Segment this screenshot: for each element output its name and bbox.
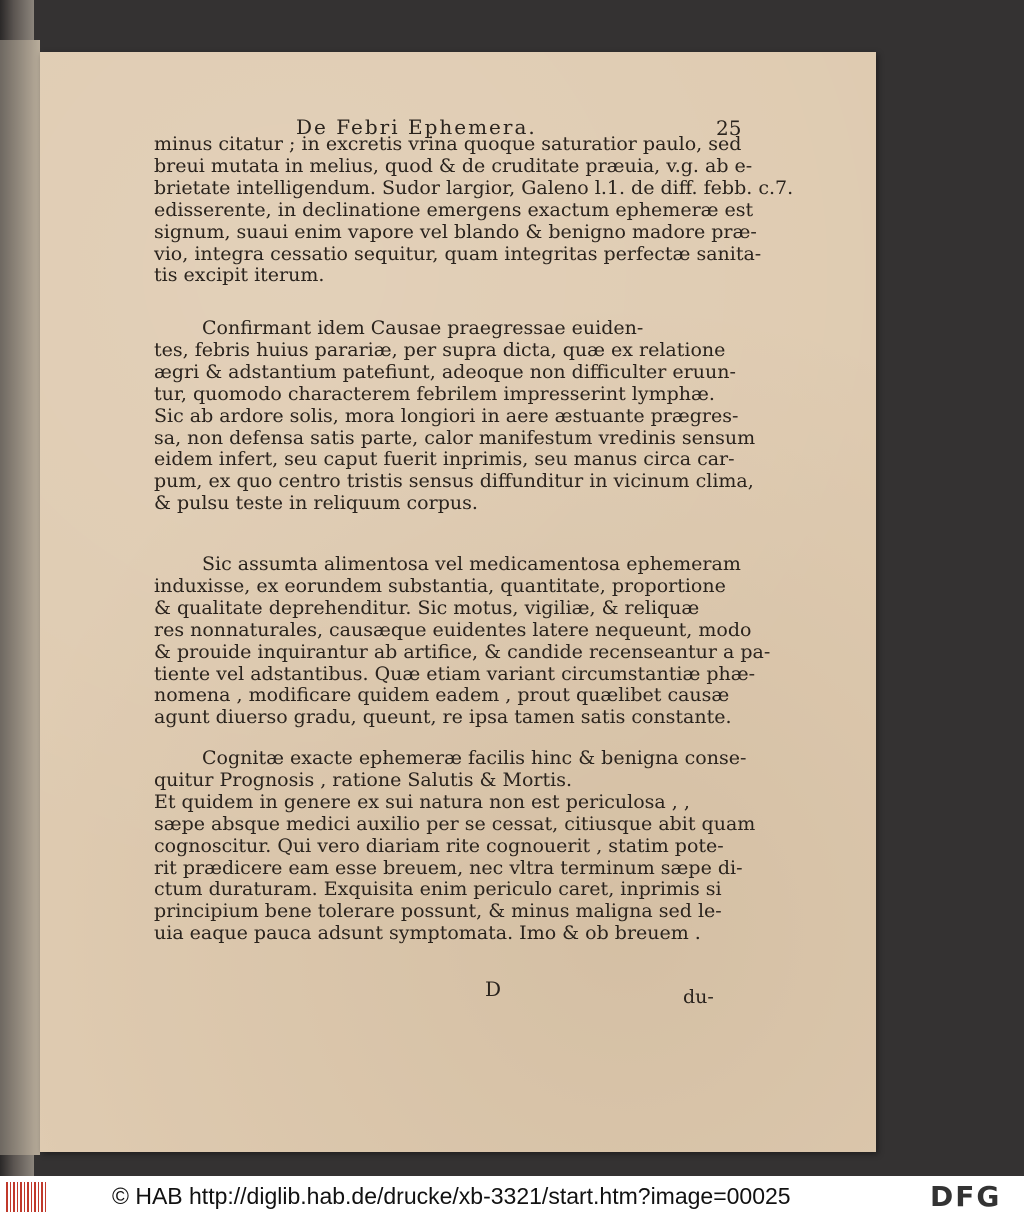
catchword: du- — [683, 986, 714, 1008]
text-line: tis excipit iterum. — [154, 264, 325, 287]
text-line: tur, quomodo characterem febrilem impresserint lymphæ. — [154, 382, 715, 405]
text-line: tes, febris huius parariæ, per supra dicta, quæ ex relatione — [154, 338, 726, 361]
page-number: 25 — [716, 116, 742, 140]
text-line: cognoscitur. Qui vero diariam rite cognouerit , statim pote- — [154, 834, 724, 857]
text-line: Et quidem in genere ex sui natura non est periculosa , , — [154, 790, 690, 813]
text-line: & pulsu teste in reliquum corpus. — [154, 492, 478, 515]
text-line: eidem infert, seu caput fuerit inprimis, seu manus circa car- — [154, 448, 735, 471]
dfg-logo: DFG — [930, 1180, 1002, 1213]
text-line: Sic ab ardore solis, mora longiori in aere æstuante prægres- — [154, 404, 739, 427]
text-line: principium bene tolerare possunt, & minus maligna sed le- — [154, 900, 722, 923]
text-line: uia eaque pauca adsunt symptomata. Imo & ob breuem . — [154, 922, 701, 945]
text-line: signum, suaui enim vapore vel blando & benigno madore præ- — [154, 220, 757, 243]
barcode-icon — [6, 1182, 46, 1212]
text-line: sæpe absque medici auxilio per se cessat, citiusque abit quam — [154, 812, 756, 835]
text-line: ægri & adstantium patefiunt, adeoque non difficulter eruun- — [154, 360, 736, 383]
paragraph-4 — [154, 747, 756, 945]
paragraph-3 — [154, 553, 771, 729]
text-line: induxisse, ex eorundem substantia, quantitate, proportione — [154, 574, 726, 597]
signature-mark: D — [485, 977, 502, 1001]
paragraph-2 — [154, 317, 756, 515]
text-line: quitur Prognosis , ratione Salutis & Mortis. — [154, 768, 572, 791]
text-line: Cognitæ exacte ephemeræ facilis hinc & benigna conse- — [202, 747, 747, 769]
text-line: brietate intelligendum. Sudor largior, Galeno l.1. de diff. febb. c.7. — [154, 176, 794, 199]
text-line: res nonnaturales, causæque euidentes latere nequeunt, modo — [154, 618, 752, 641]
text-line: sa, non defensa satis parte, calor manifestum vredinis sensum — [154, 426, 756, 449]
paragraph-1 — [154, 133, 794, 287]
text-line: edisserente, in declinatione emergens exactum ephemeræ est — [154, 198, 754, 221]
text-line: Confirmant idem Causae praegressae euiden- — [202, 317, 644, 339]
text-line: & prouide inquirantur ab artifice, & candide recenseantur a pa- — [154, 640, 771, 663]
text-line: & qualitate deprehenditur. Sic motus, vigiliæ, & reliquæ — [154, 596, 700, 619]
previous-page-edge — [0, 40, 40, 1155]
scanned-page — [40, 52, 876, 1152]
text-line: pum, ex quo centro tristis sensus diffunditur in vicinum clima, — [154, 470, 754, 493]
text-line: minus citatur ; in excretis vrina quoque saturatior paulo, sed — [154, 133, 742, 155]
copyright-url: © HAB http://diglib.hab.de/drucke/xb-3321/start.htm?image=00025 — [112, 1183, 791, 1209]
text-line: breui mutata in melius, quod & de cruditate præuia, v.g. ab e- — [154, 154, 753, 177]
footer-bar — [0, 1176, 1024, 1218]
running-head: De Febri Ephemera. — [296, 115, 537, 139]
text-line: ctum duraturam. Exquisita enim periculo caret, inprimis si — [154, 878, 722, 901]
text-line: vio, integra cessatio sequitur, quam integritas perfectæ sanita- — [154, 242, 762, 265]
text-line: tiente vel adstantibus. Quæ etiam variant circumstantiæ phæ- — [154, 662, 756, 685]
text-line: nomena , modificare quidem eadem , prout quælibet causæ — [154, 684, 730, 707]
text-line: Sic assumta alimentosa vel medicamentosa ephemeram — [202, 553, 741, 575]
text-line: rit prædicere eam esse breuem, nec vltra terminum sæpe di- — [154, 856, 743, 879]
text-line: agunt diuerso gradu, queunt, re ipsa tamen satis constante. — [154, 706, 732, 729]
